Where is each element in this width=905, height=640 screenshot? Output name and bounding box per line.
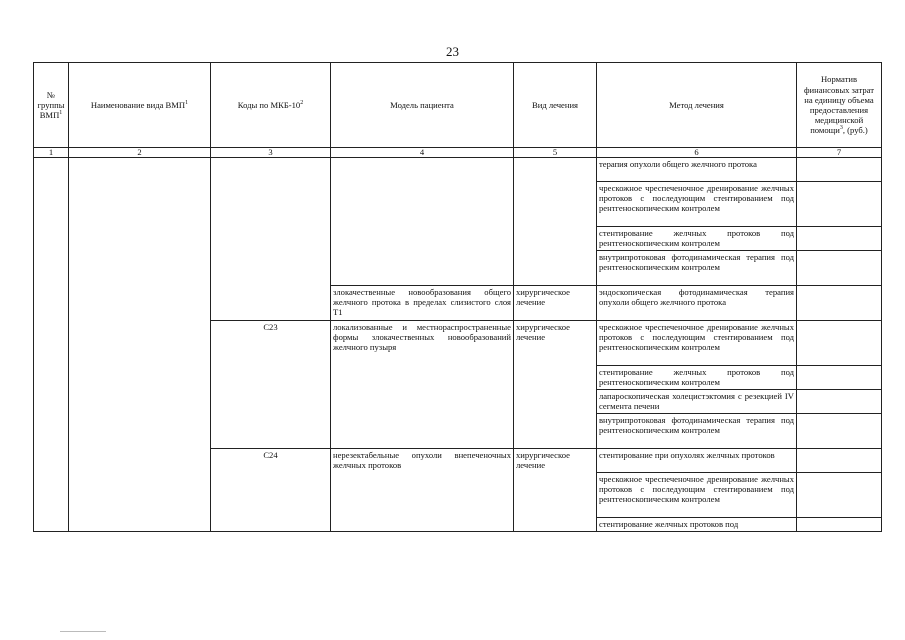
patient-model-cell: локализованные и местнораспространенные формы злокачественных новообразований желчного пузыря (331, 321, 514, 449)
header-icd-codes: Коды по МКБ-$10^2$ (211, 63, 331, 148)
header-group-number: № группы ВМП$^1$ (34, 63, 69, 148)
vmp-name-cell (69, 158, 211, 532)
norm-cell (797, 251, 882, 286)
method-cell: чрескожное чреспеченочное дренирование желчных протоков с последующим стентированием под рентгеноскопическим контролем (597, 473, 797, 518)
table-row (34, 158, 882, 182)
norm-cell (797, 473, 882, 518)
method-cell: стентирование при опухолях желчных протоков (597, 449, 797, 473)
header-treatment-type: Вид лечения (514, 63, 597, 148)
colnum-4: 4 (331, 148, 514, 158)
norm-cell (797, 158, 882, 182)
method-cell: эндоскопическая фотодинамическая терапия опухоли общего желчного протока (597, 286, 797, 321)
method-cell: стентирование желчных протоков под рентгеноскопическим контролем (597, 227, 797, 251)
treatment-type-cell: хирургическое лечение (514, 449, 597, 532)
colnum-1: 1 (34, 148, 69, 158)
header-vmp-name: Наименование вида ВМП$^1$ (69, 63, 211, 148)
header-financial-norm: Норматив финансовых затрат на единицу объема предоставления медицинской помощи$^3$, (руб.) (797, 63, 882, 148)
method-cell: стентирование желчных протоков под (597, 518, 797, 532)
colnum-2: 2 (69, 148, 211, 158)
header-patient-model: Модель пациента (331, 63, 514, 148)
header-treatment-method: Метод лечения (597, 63, 797, 148)
icd-code-cell: C23 (211, 321, 331, 449)
method-cell: терапия опухоли общего желчного протока (597, 158, 797, 182)
treatment-type-cell: хирургическое лечение (514, 286, 597, 321)
colnum-5: 5 (514, 148, 597, 158)
colnum-7: 7 (797, 148, 882, 158)
treatment-type-cell: хирургическое лечение (514, 321, 597, 449)
method-cell: лапароскопическая холецистэктомия с резекцией IV сегмента печени (597, 390, 797, 414)
patient-model-cell: злокачественные новообразования общего желчного протока в пределах слизистого слоя T1 (331, 286, 514, 321)
colnum-3: 3 (211, 148, 331, 158)
method-cell: внутрипротоковая фотодинамическая терапия под рентгеноскопическим контролем (597, 414, 797, 449)
method-cell: стентирование желчных протоков под рентгеноскопическим контролем (597, 366, 797, 390)
vmp-table (33, 62, 882, 532)
treatment-type-cell (514, 158, 597, 286)
method-cell: чрескожное чреспеченочное дренирование желчных протоков с последующим стентированием под рентгеноскопическим контролем (597, 321, 797, 366)
norm-cell (797, 449, 882, 473)
column-number-row (34, 148, 882, 158)
header-row (34, 63, 882, 148)
method-cell: чрескожное чреспеченочное дренирование желчных протоков с последующим стентированием под рентгеноскопическим контролем (597, 182, 797, 227)
norm-cell (797, 182, 882, 227)
group-number-cell (34, 158, 69, 532)
norm-cell (797, 366, 882, 390)
norm-cell (797, 227, 882, 251)
page-number: 23 (446, 44, 459, 59)
icd-code-cell: C24 (211, 449, 331, 532)
icd-code-cell (211, 158, 331, 321)
patient-model-cell: нерезектабельные опухоли внепеченочных желчных протоков (331, 449, 514, 532)
scan-artifact (60, 631, 106, 632)
method-cell: внутрипротоковая фотодинамическая терапия под рентгеноскопическим контролем (597, 251, 797, 286)
patient-model-cell (331, 158, 514, 286)
colnum-6: 6 (597, 148, 797, 158)
norm-cell (797, 321, 882, 366)
norm-cell (797, 518, 882, 532)
norm-cell (797, 414, 882, 449)
norm-cell (797, 390, 882, 414)
norm-cell (797, 286, 882, 321)
